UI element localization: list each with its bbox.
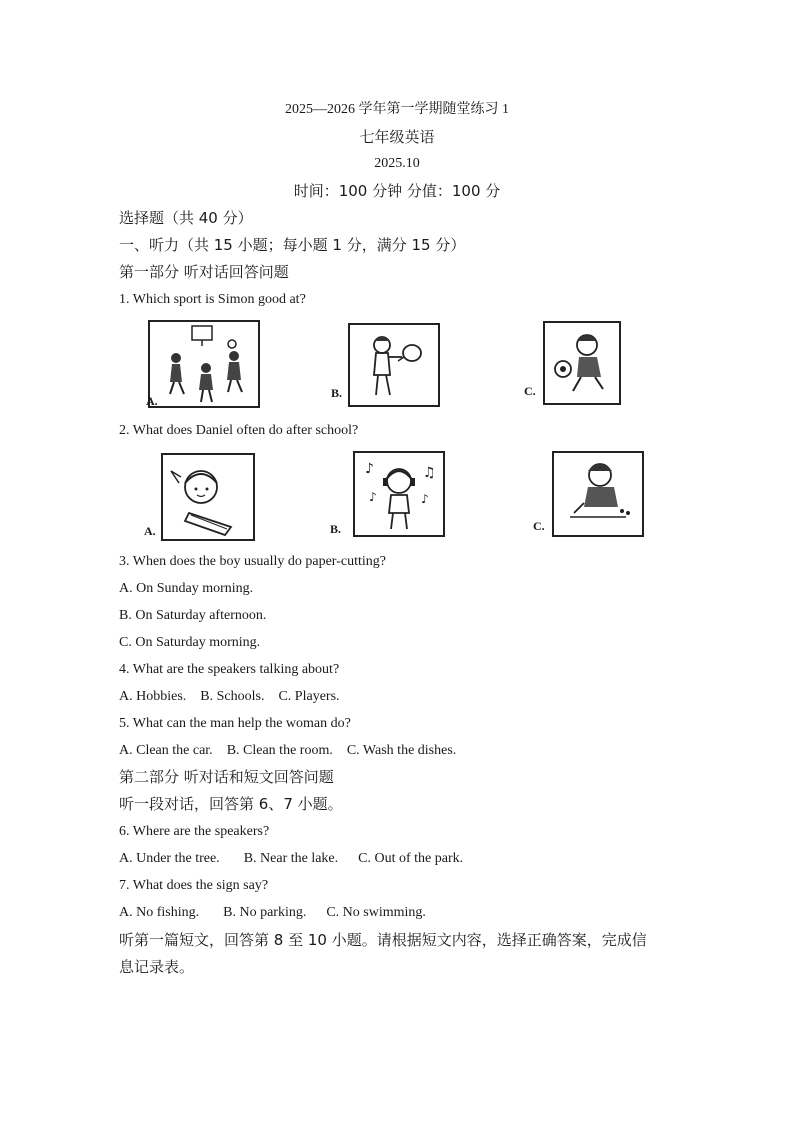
question-1-pictures xyxy=(119,320,679,410)
drawing-boy-icon xyxy=(552,451,644,537)
question-7-option-b: B. No parking. xyxy=(223,905,307,920)
question-6-stem: 6. Where are the speakers? xyxy=(119,824,270,839)
question-4-option-c: C. Players. xyxy=(278,689,340,704)
question-3-stem: 3. When does the boy usually do paper-cutting? xyxy=(119,554,386,569)
question-5-stem: 5. What can the man help the woman do? xyxy=(119,716,351,731)
question-3-option-b: B. On Saturday afternoon. xyxy=(119,608,267,623)
question-2-label-b: B. xyxy=(330,522,342,536)
question-4-options xyxy=(119,688,354,706)
question-2-label-c: C. xyxy=(533,519,545,533)
question-5-option-b: B. Clean the room. xyxy=(226,743,333,758)
exam-title: 2025—2026 学年第一学期随堂练习 1 xyxy=(285,102,509,117)
question-2-stem: 2. What does Daniel often do after school? xyxy=(119,423,359,438)
question-2-label-a: A. xyxy=(144,524,156,538)
question-3-option-a: A. On Sunday morning. xyxy=(119,581,254,596)
exam-subject: 七年级英语 xyxy=(359,128,435,146)
basketball-players-icon xyxy=(148,320,260,408)
svg-text:♪: ♪ xyxy=(421,492,429,506)
question-1-label-c: C. xyxy=(524,384,536,398)
soccer-player-icon xyxy=(543,321,621,405)
svg-text:♪: ♪ xyxy=(369,490,377,504)
question-5-option-c: C. Wash the dishes. xyxy=(346,743,457,758)
question-7-stem: 7. What does the sign say? xyxy=(119,878,269,893)
svg-text:♪: ♪ xyxy=(365,461,374,477)
question-6-option-b: B. Near the lake. xyxy=(243,851,339,866)
question-7-option-a: A. No fishing. xyxy=(119,905,200,920)
section-listening: 一、听力（共 15 小题；每小题 1 分，满分 15 分） xyxy=(119,236,466,254)
question-4-option-a: A. Hobbies. xyxy=(119,689,187,704)
section-part2: 第二部分 听对话和短文回答问题 xyxy=(119,768,334,786)
passage-intro-line-2: 息记录表。 xyxy=(119,958,195,976)
tennis-player-icon xyxy=(348,323,440,407)
question-6-options xyxy=(119,850,477,868)
dialog-intro: 听一段对话，回答第 6、7 小题。 xyxy=(119,795,343,813)
question-5-option-a: A. Clean the car. xyxy=(119,743,213,758)
question-1-label-a: A. xyxy=(146,394,158,408)
section-choice: 选择题（共 40 分） xyxy=(119,209,253,227)
reading-boy-icon xyxy=(161,453,255,541)
exam-time-score: 时间：100 分钟 分值：100 分 xyxy=(293,182,501,200)
question-4-option-b: B. Schools. xyxy=(200,689,265,704)
question-1-stem: 1. Which sport is Simon good at? xyxy=(119,292,306,307)
question-2-pictures xyxy=(119,451,679,543)
section-part1: 第一部分 听对话回答问题 xyxy=(119,263,289,281)
question-5-options xyxy=(119,742,470,760)
passage-intro-line-1: 听第一篇短文，回答第 8 至 10 小题。请根据短文内容，选择正确答案，完成信 xyxy=(119,931,647,949)
exam-date: 2025.10 xyxy=(374,156,420,171)
question-6-option-a: A. Under the tree. xyxy=(119,851,220,866)
svg-text:♫: ♫ xyxy=(423,465,436,481)
question-4-stem: 4. What are the speakers talking about? xyxy=(119,662,340,677)
question-7-option-c: C. No swimming. xyxy=(326,905,426,920)
question-7-options xyxy=(119,904,440,922)
music-listening-boy-icon xyxy=(353,451,445,537)
question-6-option-c: C. Out of the park. xyxy=(358,851,464,866)
question-1-label-b: B. xyxy=(331,386,343,400)
question-3-option-c: C. On Saturday morning. xyxy=(119,635,261,650)
